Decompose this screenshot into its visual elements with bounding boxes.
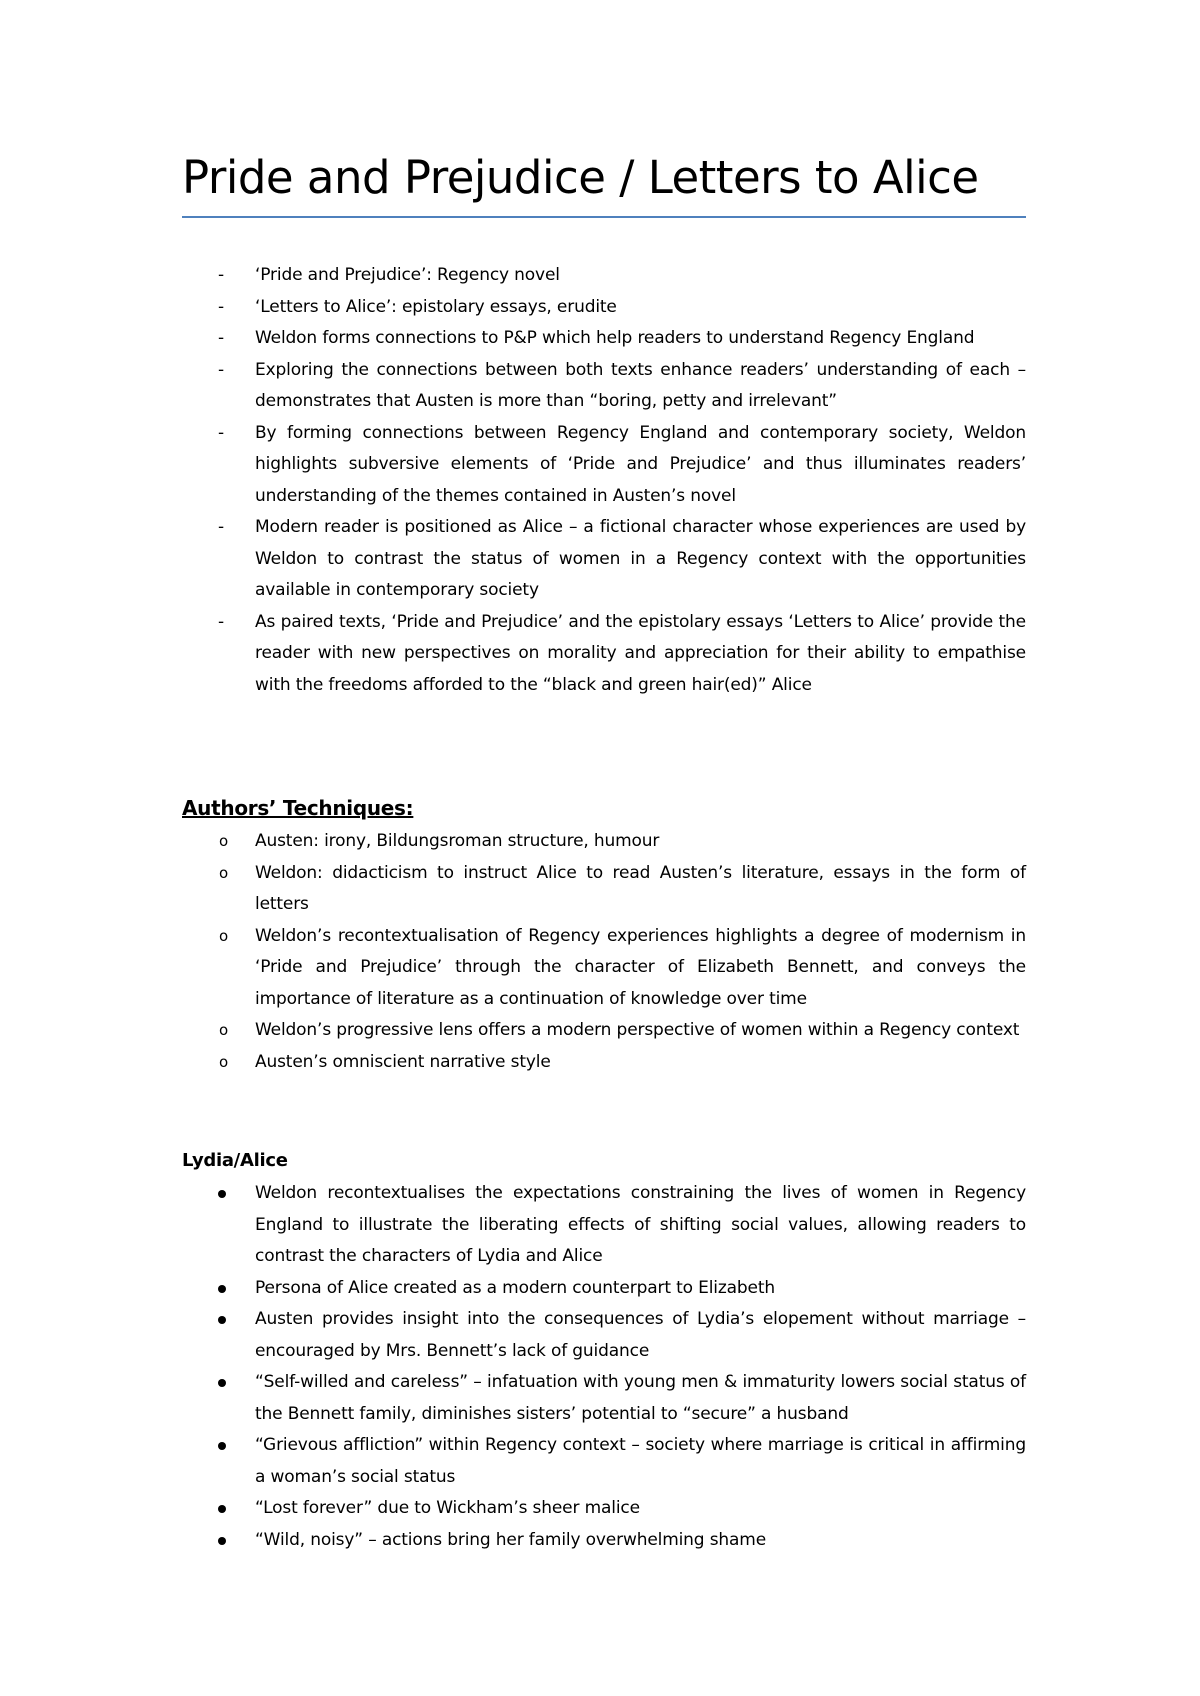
list-item	[182, 921, 1026, 1016]
list-item	[182, 1367, 1026, 1430]
dash-marker: -	[218, 517, 224, 537]
list-item-text: Weldon forms connections to P&P which help readers to understand Regency England	[255, 328, 975, 348]
techniques-heading: Authors’ Techniques:	[182, 796, 414, 820]
list-item	[182, 1178, 1026, 1273]
list-item	[182, 1015, 1026, 1047]
list-item	[182, 418, 1026, 513]
list-item	[182, 1273, 1026, 1305]
list-item-text: Weldon recontextualises the expectations constraining the lives of women in Regency England to illustrate the liberating effects of shifting social values, allowing readers to contrast the characters of Lydia and Alice	[255, 1183, 1026, 1266]
lydia-alice-list	[182, 1178, 1026, 1556]
page-title: Pride and Prejudice / Letters to Alice	[182, 151, 979, 204]
bullet-dot-icon	[218, 1505, 226, 1513]
list-item-text: Persona of Alice created as a modern counterpart to Elizabeth	[255, 1277, 775, 1298]
list-item	[182, 826, 1026, 858]
dash-marker: -	[218, 328, 224, 348]
circle-bullet-icon: o	[219, 863, 229, 882]
dash-marker: -	[218, 265, 224, 285]
dash-marker: -	[218, 422, 224, 443]
list-item	[182, 260, 1026, 292]
list-item	[182, 1047, 1026, 1079]
list-item-text: Exploring the connections between both texts enhance readers’ understanding of each – demonstrates that Austen is more than “boring, petty and irrelevant”	[255, 359, 1026, 411]
dash-marker: -	[218, 296, 224, 317]
list-item	[182, 292, 1026, 324]
list-item-text: “Wild, noisy” – actions bring her family overwhelming shame	[255, 1529, 767, 1550]
bullet-dot-icon	[218, 1190, 226, 1198]
list-item-text: As paired texts, ‘Pride and Prejudice’ and the epistolary essays ‘Letters to Alice’ provide the reader with new perspectives on morality and appreciation for their ability to empathise with the freedoms afforded to the “black and green hair(ed)” Alice	[255, 611, 1026, 695]
list-item	[182, 1493, 1026, 1525]
list-item-text: Austen’s omniscient narrative style	[255, 1051, 551, 1072]
list-item	[182, 1525, 1026, 1557]
list-item-text: Austen: irony, Bildungsroman structure, humour	[255, 831, 660, 851]
list-item-text: ‘Letters to Alice’: epistolary essays, erudite	[255, 296, 617, 317]
intro-list	[182, 260, 1026, 701]
circle-bullet-icon: o	[219, 1021, 229, 1039]
list-item	[182, 1430, 1026, 1493]
list-item-text: Weldon: didacticism to instruct Alice to read Austen’s literature, essays in the form of letters	[255, 862, 1026, 914]
lydia-alice-heading: Lydia/Alice	[182, 1150, 288, 1171]
bullet-dot-icon	[218, 1285, 226, 1293]
list-item-text: Austen provides insight into the consequences of Lydia’s elopement without marriage – encouraged by Mrs. Bennett’s lack of guidance	[255, 1309, 1026, 1361]
list-item	[182, 858, 1026, 921]
dash-marker: -	[218, 611, 224, 632]
bullet-dot-icon	[218, 1379, 226, 1387]
circle-bullet-icon: o	[219, 832, 229, 850]
bullet-dot-icon	[218, 1316, 226, 1324]
list-item-text: “Self-willed and careless” – infatuation with young men & immaturity lowers social status of the Bennett family, diminishes sisters’ potential to “secure” a husband	[255, 1372, 1026, 1424]
list-item	[182, 355, 1026, 418]
list-item	[182, 1304, 1026, 1367]
circle-bullet-icon: o	[219, 926, 229, 945]
bullet-dot-icon	[218, 1537, 226, 1545]
circle-bullet-icon: o	[219, 1052, 229, 1071]
bullet-dot-icon	[218, 1442, 226, 1450]
dash-marker: -	[218, 359, 224, 380]
list-item-text: ‘Pride and Prejudice’: Regency novel	[255, 265, 560, 285]
list-item-text: “Grievous affliction” within Regency context – society where marriage is critical in affirming a woman’s social status	[255, 1435, 1026, 1487]
list-item-text: Weldon’s progressive lens offers a modern perspective of women within a Regency context	[255, 1020, 1020, 1040]
techniques-list	[182, 826, 1026, 1078]
list-item-text: Weldon’s recontextualisation of Regency experiences highlights a degree of modernism in ‘Pride and Prejudice’ through the character of Elizabeth Bennett, and conveys the importance of literature as a continuation of knowledge over time	[255, 925, 1026, 1009]
list-item	[182, 512, 1026, 607]
title-underline-rule	[182, 216, 1026, 218]
list-item-text: By forming connections between Regency England and contemporary society, Weldon highlights subversive elements of ‘Pride and Prejudice’ and thus illuminates readers’ understanding of the themes contained in Austen’s novel	[255, 422, 1026, 506]
list-item-text: Modern reader is positioned as Alice – a fictional character whose experiences are used by Weldon to contrast the status of women in a Regency context with the opportunities available in contemporary society	[255, 517, 1026, 600]
list-item	[182, 607, 1026, 702]
list-item-text: “Lost forever” due to Wickham’s sheer malice	[255, 1498, 640, 1518]
list-item	[182, 323, 1026, 355]
